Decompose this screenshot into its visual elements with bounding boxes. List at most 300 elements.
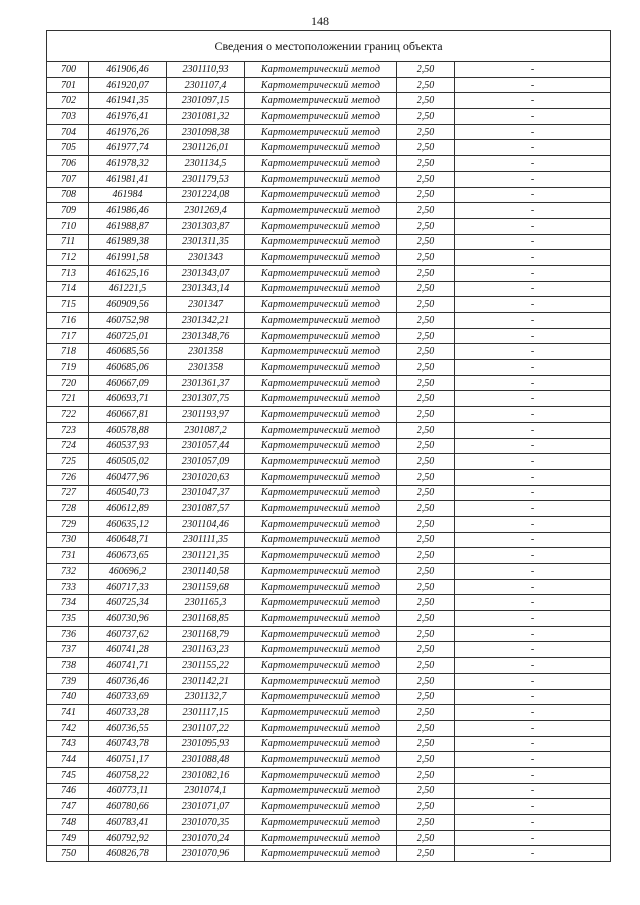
coordinate-y-cell: 2301081,32	[167, 109, 245, 125]
coordinate-x-cell: 460733,28	[89, 705, 167, 721]
boundary-sheet	[46, 30, 610, 862]
method-cell: Картометрический метод	[245, 626, 397, 642]
table-row	[47, 109, 611, 125]
note-cell: -	[455, 736, 611, 752]
coordinate-y-cell: 2301142,21	[167, 673, 245, 689]
method-cell: Картометрический метод	[245, 469, 397, 485]
coordinate-y-cell: 2301140,58	[167, 564, 245, 580]
table-row	[47, 485, 611, 501]
table-row	[47, 422, 611, 438]
note-cell: -	[455, 469, 611, 485]
coordinate-y-cell: 2301095,93	[167, 736, 245, 752]
method-cell: Картометрический метод	[245, 391, 397, 407]
accuracy-cell: 2,50	[397, 830, 455, 846]
note-cell: -	[455, 830, 611, 846]
coordinate-x-cell: 460751,17	[89, 752, 167, 768]
coordinate-y-cell: 2301117,15	[167, 705, 245, 721]
point-number-cell: 731	[47, 548, 89, 564]
point-number-cell: 735	[47, 611, 89, 627]
coordinate-x-cell: 460758,22	[89, 767, 167, 783]
coordinate-x-cell: 460612,89	[89, 501, 167, 517]
accuracy-cell: 2,50	[397, 752, 455, 768]
coordinate-y-cell: 2301087,57	[167, 501, 245, 517]
table-row	[47, 313, 611, 329]
method-cell: Картометрический метод	[245, 156, 397, 172]
page-number: 148	[311, 14, 329, 28]
coordinate-x-cell: 460667,09	[89, 375, 167, 391]
coordinate-y-cell: 2301047,37	[167, 485, 245, 501]
coordinate-x-cell: 461941,35	[89, 93, 167, 109]
note-cell: -	[455, 454, 611, 470]
point-number-cell: 750	[47, 846, 89, 862]
note-cell: -	[455, 658, 611, 674]
note-cell: -	[455, 626, 611, 642]
coordinate-x-cell: 460730,96	[89, 611, 167, 627]
method-cell: Картометрический метод	[245, 454, 397, 470]
note-cell: -	[455, 250, 611, 266]
coordinate-x-cell: 460477,96	[89, 469, 167, 485]
table-row	[47, 799, 611, 815]
accuracy-cell: 2,50	[397, 516, 455, 532]
table-row	[47, 689, 611, 705]
point-number-cell: 729	[47, 516, 89, 532]
point-number-cell: 721	[47, 391, 89, 407]
point-number-cell: 734	[47, 595, 89, 611]
note-cell: -	[455, 705, 611, 721]
note-cell: -	[455, 203, 611, 219]
coordinate-y-cell: 2301020,63	[167, 469, 245, 485]
coordinate-x-cell: 460773,11	[89, 783, 167, 799]
note-cell: -	[455, 689, 611, 705]
table-row	[47, 250, 611, 266]
accuracy-cell: 2,50	[397, 375, 455, 391]
point-number-cell: 717	[47, 328, 89, 344]
coordinate-y-cell: 2301168,85	[167, 611, 245, 627]
method-cell: Картометрический метод	[245, 422, 397, 438]
method-cell: Картометрический метод	[245, 313, 397, 329]
method-cell: Картометрический метод	[245, 815, 397, 831]
coordinate-x-cell: 461989,38	[89, 234, 167, 250]
accuracy-cell: 2,50	[397, 156, 455, 172]
method-cell: Картометрический метод	[245, 736, 397, 752]
point-number-cell: 726	[47, 469, 89, 485]
point-number-cell: 727	[47, 485, 89, 501]
coordinate-x-cell: 460826,78	[89, 846, 167, 862]
method-cell: Картометрический метод	[245, 109, 397, 125]
table-row	[47, 281, 611, 297]
method-cell: Картометрический метод	[245, 375, 397, 391]
accuracy-cell: 2,50	[397, 673, 455, 689]
accuracy-cell: 2,50	[397, 203, 455, 219]
accuracy-cell: 2,50	[397, 595, 455, 611]
note-cell: -	[455, 360, 611, 376]
table-row	[47, 658, 611, 674]
point-number-cell: 715	[47, 297, 89, 313]
table-row	[47, 218, 611, 234]
accuracy-cell: 2,50	[397, 736, 455, 752]
table-row	[47, 673, 611, 689]
point-number-cell: 722	[47, 407, 89, 423]
point-number-cell: 730	[47, 532, 89, 548]
method-cell: Картометрический метод	[245, 328, 397, 344]
coordinate-y-cell: 2301155,22	[167, 658, 245, 674]
note-cell: -	[455, 281, 611, 297]
accuracy-cell: 2,50	[397, 313, 455, 329]
coordinate-y-cell: 2301159,68	[167, 579, 245, 595]
note-cell: -	[455, 375, 611, 391]
point-number-cell: 700	[47, 62, 89, 78]
coordinate-y-cell: 2301074,1	[167, 783, 245, 799]
coordinate-x-cell: 461920,07	[89, 77, 167, 93]
table-row	[47, 783, 611, 799]
method-cell: Картометрический метод	[245, 344, 397, 360]
coordinate-x-cell: 460909,56	[89, 297, 167, 313]
note-cell: -	[455, 485, 611, 501]
method-cell: Картометрический метод	[245, 187, 397, 203]
coordinate-y-cell: 2301110,93	[167, 62, 245, 78]
coordinate-x-cell: 460667,81	[89, 407, 167, 423]
note-cell: -	[455, 720, 611, 736]
note-cell: -	[455, 783, 611, 799]
coordinate-x-cell: 460783,41	[89, 815, 167, 831]
coordinate-x-cell: 460685,06	[89, 360, 167, 376]
coordinate-y-cell: 2301098,38	[167, 124, 245, 140]
point-number-cell: 710	[47, 218, 89, 234]
method-cell: Картометрический метод	[245, 360, 397, 376]
coordinate-y-cell: 2301193,97	[167, 407, 245, 423]
coordinate-x-cell: 461977,74	[89, 140, 167, 156]
accuracy-cell: 2,50	[397, 124, 455, 140]
method-cell: Картометрический метод	[245, 501, 397, 517]
table-row	[47, 736, 611, 752]
table-row	[47, 501, 611, 517]
coordinate-y-cell: 2301179,53	[167, 171, 245, 187]
point-number-cell: 725	[47, 454, 89, 470]
point-number-cell: 709	[47, 203, 89, 219]
coordinate-y-cell: 2301107,22	[167, 720, 245, 736]
point-number-cell: 733	[47, 579, 89, 595]
table-row	[47, 344, 611, 360]
accuracy-cell: 2,50	[397, 815, 455, 831]
method-cell: Картометрический метод	[245, 438, 397, 454]
method-cell: Картометрический метод	[245, 265, 397, 281]
method-cell: Картометрический метод	[245, 642, 397, 658]
table-row	[47, 469, 611, 485]
point-number-cell: 702	[47, 93, 89, 109]
table-row	[47, 705, 611, 721]
method-cell: Картометрический метод	[245, 218, 397, 234]
method-cell: Картометрический метод	[245, 297, 397, 313]
note-cell: -	[455, 218, 611, 234]
boundary-coordinates-table	[46, 30, 611, 862]
coordinate-x-cell: 460752,98	[89, 313, 167, 329]
coordinate-x-cell: 460733,69	[89, 689, 167, 705]
coordinate-y-cell: 2301071,07	[167, 799, 245, 815]
accuracy-cell: 2,50	[397, 564, 455, 580]
table-row	[47, 391, 611, 407]
method-cell: Картометрический метод	[245, 705, 397, 721]
coordinate-y-cell: 2301070,96	[167, 846, 245, 862]
point-number-cell: 746	[47, 783, 89, 799]
point-number-cell: 724	[47, 438, 89, 454]
note-cell: -	[455, 171, 611, 187]
coordinate-y-cell: 2301343,14	[167, 281, 245, 297]
coordinate-y-cell: 2301347	[167, 297, 245, 313]
coordinate-x-cell: 461981,41	[89, 171, 167, 187]
accuracy-cell: 2,50	[397, 799, 455, 815]
method-cell: Картометрический метод	[245, 140, 397, 156]
accuracy-cell: 2,50	[397, 360, 455, 376]
coordinate-y-cell: 2301168,79	[167, 626, 245, 642]
point-number-cell: 748	[47, 815, 89, 831]
method-cell: Картометрический метод	[245, 767, 397, 783]
method-cell: Картометрический метод	[245, 564, 397, 580]
coordinate-x-cell: 461221,5	[89, 281, 167, 297]
accuracy-cell: 2,50	[397, 658, 455, 674]
method-cell: Картометрический метод	[245, 407, 397, 423]
method-cell: Картометрический метод	[245, 799, 397, 815]
point-number-cell: 741	[47, 705, 89, 721]
accuracy-cell: 2,50	[397, 234, 455, 250]
accuracy-cell: 2,50	[397, 579, 455, 595]
table-row	[47, 720, 611, 736]
point-number-cell: 728	[47, 501, 89, 517]
accuracy-cell: 2,50	[397, 642, 455, 658]
coordinate-y-cell: 2301307,75	[167, 391, 245, 407]
coordinate-x-cell: 460537,93	[89, 438, 167, 454]
method-cell: Картометрический метод	[245, 234, 397, 250]
table-row	[47, 548, 611, 564]
note-cell: -	[455, 187, 611, 203]
accuracy-cell: 2,50	[397, 109, 455, 125]
coordinate-y-cell: 2301121,35	[167, 548, 245, 564]
coordinate-y-cell: 2301165,3	[167, 595, 245, 611]
coordinate-y-cell: 2301134,5	[167, 156, 245, 172]
table-row	[47, 328, 611, 344]
note-cell: -	[455, 124, 611, 140]
accuracy-cell: 2,50	[397, 767, 455, 783]
coordinate-y-cell: 2301088,48	[167, 752, 245, 768]
accuracy-cell: 2,50	[397, 93, 455, 109]
accuracy-cell: 2,50	[397, 140, 455, 156]
coordinate-y-cell: 2301361,37	[167, 375, 245, 391]
accuracy-cell: 2,50	[397, 171, 455, 187]
coordinate-y-cell: 2301358	[167, 344, 245, 360]
accuracy-cell: 2,50	[397, 391, 455, 407]
note-cell: -	[455, 595, 611, 611]
coordinate-x-cell: 460725,34	[89, 595, 167, 611]
coordinate-y-cell: 2301082,16	[167, 767, 245, 783]
accuracy-cell: 2,50	[397, 846, 455, 862]
note-cell: -	[455, 501, 611, 517]
accuracy-cell: 2,50	[397, 187, 455, 203]
point-number-cell: 744	[47, 752, 89, 768]
method-cell: Картометрический метод	[245, 783, 397, 799]
coordinate-y-cell: 2301104,46	[167, 516, 245, 532]
table-row	[47, 846, 611, 862]
note-cell: -	[455, 642, 611, 658]
accuracy-cell: 2,50	[397, 250, 455, 266]
method-cell: Картометрический метод	[245, 250, 397, 266]
note-cell: -	[455, 156, 611, 172]
note-cell: -	[455, 297, 611, 313]
accuracy-cell: 2,50	[397, 469, 455, 485]
method-cell: Картометрический метод	[245, 720, 397, 736]
note-cell: -	[455, 673, 611, 689]
coordinate-x-cell: 461976,41	[89, 109, 167, 125]
accuracy-cell: 2,50	[397, 501, 455, 517]
method-cell: Картометрический метод	[245, 93, 397, 109]
coordinate-x-cell: 460648,71	[89, 532, 167, 548]
coordinate-x-cell: 461991,58	[89, 250, 167, 266]
method-cell: Картометрический метод	[245, 689, 397, 705]
coordinate-y-cell: 2301303,87	[167, 218, 245, 234]
point-number-cell: 712	[47, 250, 89, 266]
point-number-cell: 714	[47, 281, 89, 297]
method-cell: Картометрический метод	[245, 846, 397, 862]
accuracy-cell: 2,50	[397, 485, 455, 501]
coordinate-y-cell: 2301132,7	[167, 689, 245, 705]
note-cell: -	[455, 846, 611, 862]
point-number-cell: 713	[47, 265, 89, 281]
point-number-cell: 738	[47, 658, 89, 674]
coordinate-x-cell: 460685,56	[89, 344, 167, 360]
note-cell: -	[455, 564, 611, 580]
point-number-cell: 711	[47, 234, 89, 250]
note-cell: -	[455, 62, 611, 78]
point-number-cell: 719	[47, 360, 89, 376]
note-cell: -	[455, 344, 611, 360]
accuracy-cell: 2,50	[397, 344, 455, 360]
point-number-cell: 704	[47, 124, 89, 140]
table-row	[47, 532, 611, 548]
note-cell: -	[455, 265, 611, 281]
point-number-cell: 707	[47, 171, 89, 187]
accuracy-cell: 2,50	[397, 548, 455, 564]
accuracy-cell: 2,50	[397, 422, 455, 438]
point-number-cell: 736	[47, 626, 89, 642]
accuracy-cell: 2,50	[397, 532, 455, 548]
accuracy-cell: 2,50	[397, 77, 455, 93]
table-row	[47, 579, 611, 595]
note-cell: -	[455, 579, 611, 595]
table-row	[47, 124, 611, 140]
table-row	[47, 516, 611, 532]
table-row	[47, 62, 611, 78]
accuracy-cell: 2,50	[397, 62, 455, 78]
point-number-cell: 705	[47, 140, 89, 156]
accuracy-cell: 2,50	[397, 218, 455, 234]
coordinate-x-cell: 460717,33	[89, 579, 167, 595]
note-cell: -	[455, 407, 611, 423]
accuracy-cell: 2,50	[397, 705, 455, 721]
coordinate-x-cell: 461988,87	[89, 218, 167, 234]
table-body	[47, 62, 611, 862]
coordinate-x-cell: 460696,2	[89, 564, 167, 580]
method-cell: Картометрический метод	[245, 485, 397, 501]
table-row	[47, 77, 611, 93]
coordinate-y-cell: 2301126,01	[167, 140, 245, 156]
note-cell: -	[455, 767, 611, 783]
point-number-cell: 743	[47, 736, 89, 752]
method-cell: Картометрический метод	[245, 203, 397, 219]
method-cell: Картометрический метод	[245, 830, 397, 846]
note-cell: -	[455, 313, 611, 329]
table-row	[47, 93, 611, 109]
point-number-cell: 701	[47, 77, 89, 93]
note-cell: -	[455, 815, 611, 831]
accuracy-cell: 2,50	[397, 783, 455, 799]
coordinate-x-cell: 460792,92	[89, 830, 167, 846]
note-cell: -	[455, 77, 611, 93]
coordinate-y-cell: 2301111,35	[167, 532, 245, 548]
accuracy-cell: 2,50	[397, 438, 455, 454]
point-number-cell: 723	[47, 422, 89, 438]
coordinate-x-cell: 460741,28	[89, 642, 167, 658]
table-title: Сведения о местоположении границ объекта	[47, 31, 611, 62]
method-cell: Картометрический метод	[245, 62, 397, 78]
note-cell: -	[455, 328, 611, 344]
accuracy-cell: 2,50	[397, 265, 455, 281]
method-cell: Картометрический метод	[245, 77, 397, 93]
point-number-cell: 706	[47, 156, 89, 172]
coordinate-x-cell: 460635,12	[89, 516, 167, 532]
coordinate-x-cell: 460540,73	[89, 485, 167, 501]
method-cell: Картометрический метод	[245, 124, 397, 140]
coordinate-y-cell: 2301358	[167, 360, 245, 376]
point-number-cell: 718	[47, 344, 89, 360]
table-row	[47, 297, 611, 313]
method-cell: Картометрический метод	[245, 752, 397, 768]
coordinate-y-cell: 2301057,44	[167, 438, 245, 454]
accuracy-cell: 2,50	[397, 689, 455, 705]
table-row	[47, 203, 611, 219]
note-cell: -	[455, 93, 611, 109]
coordinate-x-cell: 460736,55	[89, 720, 167, 736]
table-row	[47, 595, 611, 611]
coordinate-y-cell: 2301348,76	[167, 328, 245, 344]
table-row	[47, 407, 611, 423]
point-number-cell: 739	[47, 673, 89, 689]
note-cell: -	[455, 611, 611, 627]
table-row	[47, 815, 611, 831]
coordinate-x-cell: 460673,65	[89, 548, 167, 564]
method-cell: Картометрический метод	[245, 611, 397, 627]
coordinate-y-cell: 2301163,23	[167, 642, 245, 658]
note-cell: -	[455, 422, 611, 438]
point-number-cell: 720	[47, 375, 89, 391]
table-row	[47, 265, 611, 281]
method-cell: Картометрический метод	[245, 658, 397, 674]
note-cell: -	[455, 438, 611, 454]
note-cell: -	[455, 140, 611, 156]
accuracy-cell: 2,50	[397, 297, 455, 313]
coordinate-x-cell: 460578,88	[89, 422, 167, 438]
coordinate-y-cell: 2301342,21	[167, 313, 245, 329]
coordinate-x-cell: 460725,01	[89, 328, 167, 344]
method-cell: Картометрический метод	[245, 579, 397, 595]
method-cell: Картометрический метод	[245, 281, 397, 297]
note-cell: -	[455, 516, 611, 532]
point-number-cell: 749	[47, 830, 89, 846]
accuracy-cell: 2,50	[397, 720, 455, 736]
method-cell: Картометрический метод	[245, 532, 397, 548]
table-row	[47, 156, 611, 172]
point-number-cell: 742	[47, 720, 89, 736]
point-number-cell: 747	[47, 799, 89, 815]
table-row	[47, 171, 611, 187]
coordinate-y-cell: 2301343,07	[167, 265, 245, 281]
